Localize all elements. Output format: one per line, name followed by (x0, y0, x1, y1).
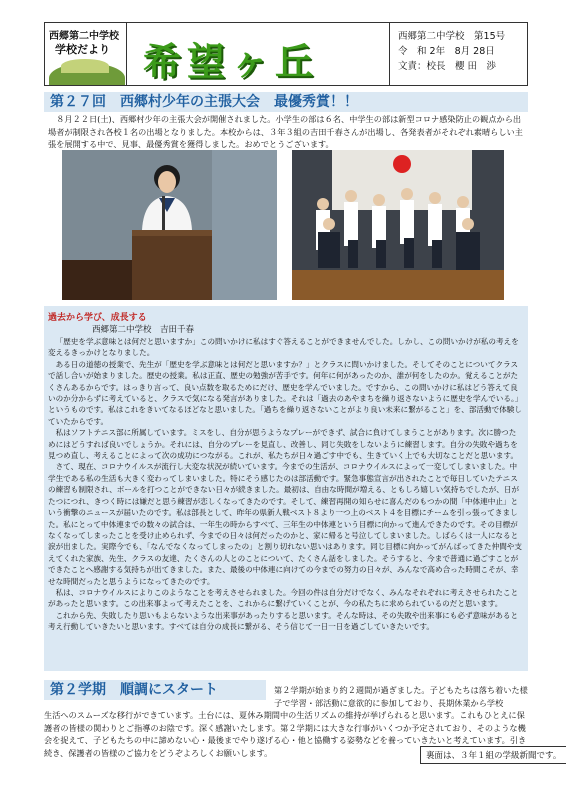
essay-paragraph-3: 私はソフトテニス部に所属しています。ミスをし、自分が思うようなプレーができず、試合に負けてしまうことがあります。次に勝つためにはどうすれば良いでしょうか。それには、自分のプレーを見直し、改善し、同じ失敗をしないように練習します。自分の失敗や過ちを見つめ直し、考えることによって次の成功につながる。これが、私たちが日々過ごす中でも、生きていく上でも大切なことだと思います。 (48, 428, 519, 461)
article2-heading: 第２学期 順調にスタート (44, 680, 266, 700)
award-photo (292, 150, 504, 300)
school-logo-box (45, 23, 127, 85)
article2-text-right: 第２学期が始まり約２週間が過ぎました。子どもたちは落ち着いた様子で学習・部活動に意欲的に参加しており、長期休業から学校 (274, 685, 528, 708)
newsletter-header (44, 22, 528, 86)
issue-author: 文責：校長 櫻 田 渉 (398, 61, 497, 72)
issue-era: 令 和 2年 (398, 46, 446, 57)
essay-paragraph-1: 「歴史を学ぶ意味とは何だと思いますか」この問いかけに私はすぐ答えることができませんでした。しかし、この問いかけが私の考えを変えるきっかけとなりました。 (48, 337, 519, 358)
issue-school: 西郷第二中学校 (398, 31, 465, 42)
speaker-illustration (62, 150, 277, 300)
essay-paragraph-6: これから先、失敗したり思いもよらないような出来事があったりすると思います。そんな時は、その失敗や出来事にも必ず意味があると考え行動していきたいと思います。すべては自分の成長に繋がる、そう信じて一日一日を過ごしていきたいです。 (48, 610, 519, 632)
speech-photo (62, 150, 277, 300)
article1-heading: 第２７回 西郷村少年の主張大会 最優秀賞！！ (44, 92, 528, 112)
back-page-note: 裏面は、３年１組の学級新聞です。 (420, 746, 566, 764)
issue-date: 8月 28日 (454, 46, 495, 57)
essay-box (44, 306, 528, 671)
issue-info (389, 23, 528, 85)
issue-number: 第15号 (474, 31, 506, 42)
essay-paragraph-2: ある日の道徳の授業で、先生が「歴史を学ぶ意味とは何だと思いますか？」とクラスに問いかけました。そしてそのことについてクラスで話し合いが始まりました。歴史の授業。私は正直、歴史の勉強が苦手です。何年に何があったのか、誰が何をしたのか。覚えることがたくさんあるからです。はっきり言って、良い点数を取るためにだけ、歴史を学んでいました。ですから、この問いかけに私はどう答えて良いのか分からずに考えていると、クラスで気になる発言がありました。それは「過去のあやまちを繰り返さないように歴史を学んでいる。」というものです。私はこれをきいてなるほどなと思いました。「過ちを繰り返さないことがより良い未来に繋がること」を、部活動で体験していたからです。 (48, 359, 522, 426)
article1-intro: ８月２２日(土)、西郷村少年の主張大会が開催されました。小学生の部は６名、中学生の部は新型コロナ感染防止の観点から出場者が制限され各校１名の出場となりました。本校からは、３年３組の吉田千春さんが出場し、各発表者がそれぞれ素晴らしい主張を展開する中で、見事、最優秀賞を獲得しました。おめでとうございます。 (48, 114, 523, 149)
hill-top-illustration (61, 59, 109, 73)
essay-author: 西郷第二中学校 吉田千春 (92, 325, 195, 335)
award-group-illustration (292, 150, 504, 300)
article2-text-full: 生活へのスムーズな移行ができています。土台には、夏休み期間中の生活リズムの維持が挙げられると思います。これもひとえに保護者の皆様の関わりとご指導のお陰です。深く感謝いたします。第２学期には大きな行事がいくつか予定されており、そのような機会を捉えて、子どもたちの中に諦めない心・最後までやり遂げる心・他と協働する姿勢などを養っていきたいと考えています。引き続き、保護者の皆様のご協力をどうぞよろしくお願いします。 (44, 710, 527, 758)
essay-paragraph-5: 私は、コロナウイルスによりこのようなことを考えさせられました。今回の件は自分だけでなく、みんなそれぞれに考えさせられたことがあったと思います。この出来事よって考えたことを、これからに繋げていくことが、今の私たちに求められているのだと思います。 (48, 587, 519, 609)
newsletter-label: 学校だより (55, 43, 110, 56)
masthead-title: 希望ヶ丘 (143, 40, 320, 84)
school-name-small: 西郷第二中学校 (49, 31, 119, 42)
essay-title: 過去から学び、成長する (48, 313, 147, 323)
essay-paragraph-4: さて、現在、コロナウイルスが流行し大変な状況が続いています。今までの生活が、コロナウイルスによって一変してしまいました。中学生である私の生活も大きく変わってしまいました。特にそう感じたのは部活動です。緊急事態宣言が出されたことで毎日していたテニスの練習も制限され、ボールを打つことができない日々が続きました。最初は、自由な時間が増える、ともしろ嬉しい気持ちでしたが、日がたつにつれ、きつく時には嫌だと思う練習が恋しくなってきたのです。そして、練習再開の知らせに喜んだのもつかの間「中体連中止」という衝撃のニュースが届いたのです。私は部長として、昨年の県新人戦ベスト８より一つ上のベスト４を目標にチームを引っ張ってきました。私にとって中体連までの数々の試合は、一年生の時からすべて、三年生の中体連という目標に向かって進んできたのです。その目標がなくなってしまったことを受け止められず、今までの日々は何だったのかと、家に帰ると号泣してしまいました。しばらくは一人になると涙が出ました。実際今でも、「なんでなくなってしまったの」と割り切れない思いはあります。同じ目標に向かってがんばってきた仲間や支えてくれた家族、先生、クラスの友達、たくさんの人とのことについて、たくさん話をしました。そうすると、今まで普通に過ごすことができたことへ感謝する気持ちが出てきました。また、最後の中体連に向けての今までの努力の日々が、みんなで高め合った時間こそが、幸せな時間だったと思うようになってきたのです。 (48, 462, 522, 586)
